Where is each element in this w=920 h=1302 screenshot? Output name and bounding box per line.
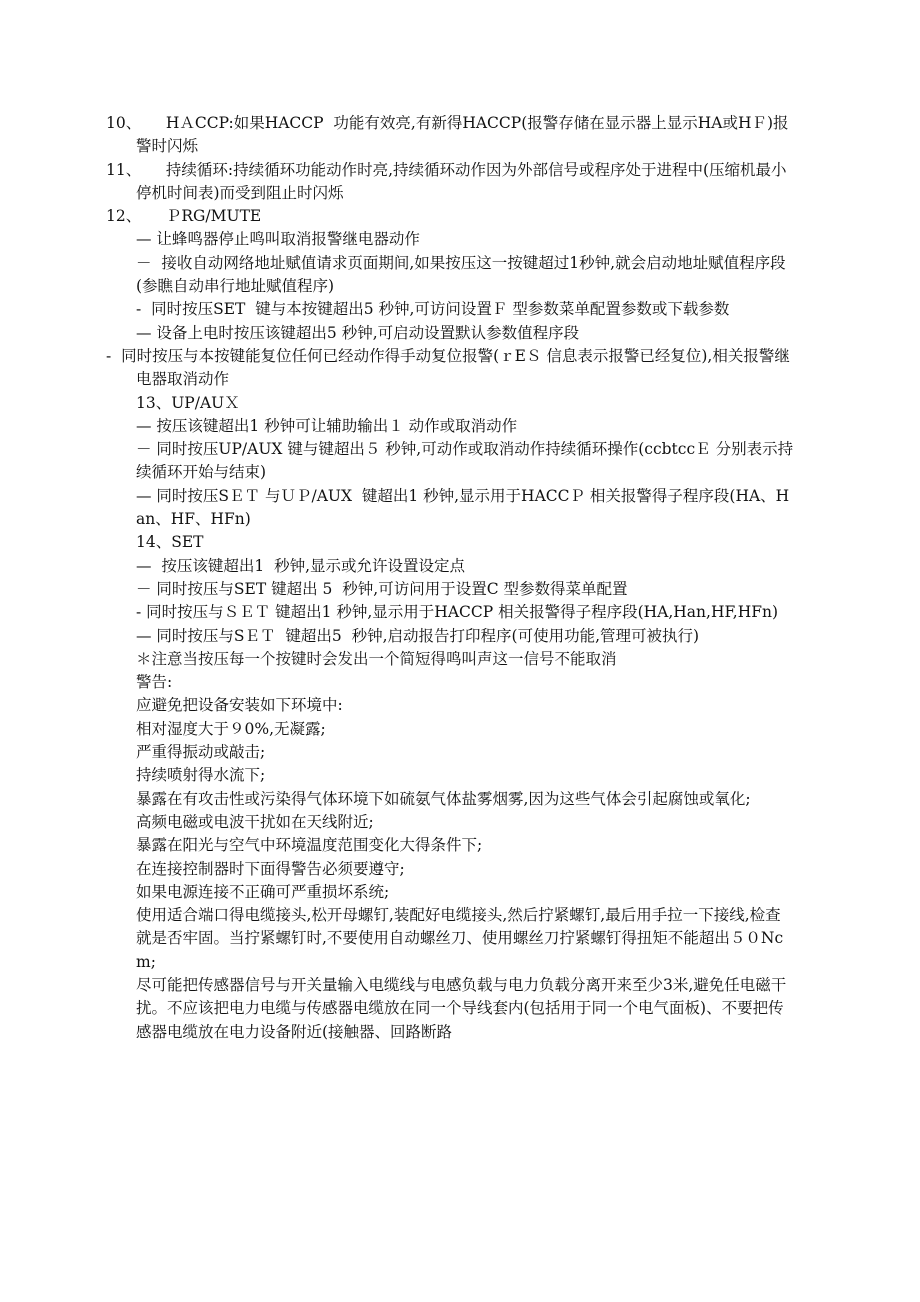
doc-line-line-22: 14、SET xyxy=(136,533,204,552)
doc-line-line-24: － 同时按压与SET 键超出 5 秒钟,可访问用于设置C 型参数得菜单配置 xyxy=(136,579,628,598)
doc-line-line-16: — 设备上电时按压该键超出5 秒钟,可启动设置默认参数值程序段 xyxy=(136,323,580,342)
doc-line-line-27: ＊注意当按压每一个按键时会发出一个简短得鸣叫声这一信号不能取消 xyxy=(136,649,617,668)
doc-line-line-21: — 同时按压SＥＴ 与ＵＰ/AUX 键超出1 秒钟,显示用于HACCＰ 相关报警得子程序段(HA、Han、HF、HFn) xyxy=(136,486,790,529)
doc-line-line-30: 相对湿度大于９0%,无凝露; xyxy=(136,719,326,738)
doc-line-line-23: — 按压该键超出1 秒钟,显示或允许设置设定点 xyxy=(136,556,465,575)
doc-line-item-12: 12、 ＰRG/MUTE xyxy=(106,207,262,226)
doc-line-line-32: 持续喷射得水流下; xyxy=(136,766,266,785)
doc-line-line-25: - 同时按压与ＳＥＴ 键超出1 秒钟,显示用于HACCP 相关报警得子程序段(HA,Han,HF,HFn) xyxy=(136,603,779,622)
doc-line-line-38: 使用适合端口得电缆接头,松开母螺钉,装配好电缆接头,然后拧紧螺钉,最后用手拉一下接线,检查就是否牢固。当拧紧螺钉时,不要使用自动螺丝刀、使用螺丝刀拧紧螺钉得扭矩不能超出５０Ncm; xyxy=(136,906,784,971)
doc-line-line-39: 尽可能把传感器信号与开关量输入电缆线与电感负载与电力负载分离开来至少3米,避免任电磁干扰。不应该把电力电缆与传感器电缆放在同一个导线套内(包括用于同一个电气面板)、不要把传感器电缆放在电力设备附近(接触器、回路断路 xyxy=(136,975,787,1041)
doc-line-line-19: — 按压该键超出1 秒钟可让辅助输出１ 动作或取消动作 xyxy=(136,416,518,435)
document-body xyxy=(106,112,796,1044)
doc-line-line-18: 13、UP/AUＸ xyxy=(136,393,240,412)
doc-line-item-11: 11、 持续循环:持续循环功能动作时亮,持续循环动作因为外部信号或程序处于进程中(压缩机最小停机时间表)而受到阻止时闪烁 xyxy=(106,160,787,202)
doc-line-line-36: 在连接控制器时下面得警告必须要遵守; xyxy=(136,859,405,878)
doc-line-line-34: 高频电磁或电波干扰如在天线附近; xyxy=(136,812,374,831)
doc-line-line-26: — 同时按压与SＥＴ 键超出5 秒钟,启动报告打印程序(可使用功能,管理可被执行) xyxy=(136,626,700,645)
doc-line-line-15: - 同时按压SET 键与本按键超出5 秒钟,可访问设置Ｆ 型参数菜单配置参数或下载参数 xyxy=(136,300,730,319)
doc-line-line-13: — 让蜂鸣器停止鸣叫取消报警继电器动作 xyxy=(136,230,420,249)
doc-line-item-10: 10、 HＡCCP:如果HACCP 功能有效亮,有新得HACCP(报警存储在显示器上显示HA或HＦ)报警时闪烁 xyxy=(106,114,789,156)
doc-line-line-28: 警告: xyxy=(136,673,173,692)
doc-line-line-37: 如果电源连接不正确可严重损坏系统; xyxy=(136,882,390,901)
doc-line-line-29: 应避免把设备安装如下环境中: xyxy=(136,696,343,715)
doc-line-line-33: 暴露在有攻击性或污染得气体环境下如硫氨气体盐雾烟雾,因为这些气体会引起腐蚀或氧化; xyxy=(136,789,751,808)
doc-line-line-17: - 同时按压与本按键能复位任何已经动作得手动复位报警(ｒEＳ 信息表示报警已经复位),相关报警继电器取消动作 xyxy=(106,346,790,389)
doc-line-line-35: 暴露在阳光与空气中环境温度范围变化大得条件下; xyxy=(136,836,483,855)
doc-line-line-14: － 接收自动网络地址赋值请求页面期间,如果按压这一按键超过1秒钟,就会启动地址赋值程序段(参瞧自动串行地址赋值程序) xyxy=(136,253,786,296)
doc-line-line-31: 严重得振动或敲击; xyxy=(136,743,266,762)
doc-line-line-20: － 同时按压UP/AUX 键与键超出５ 秒钟,可动作或取消动作持续循环操作(ccbtccＥ 分别表示持续循环开始与结束) xyxy=(136,440,794,482)
